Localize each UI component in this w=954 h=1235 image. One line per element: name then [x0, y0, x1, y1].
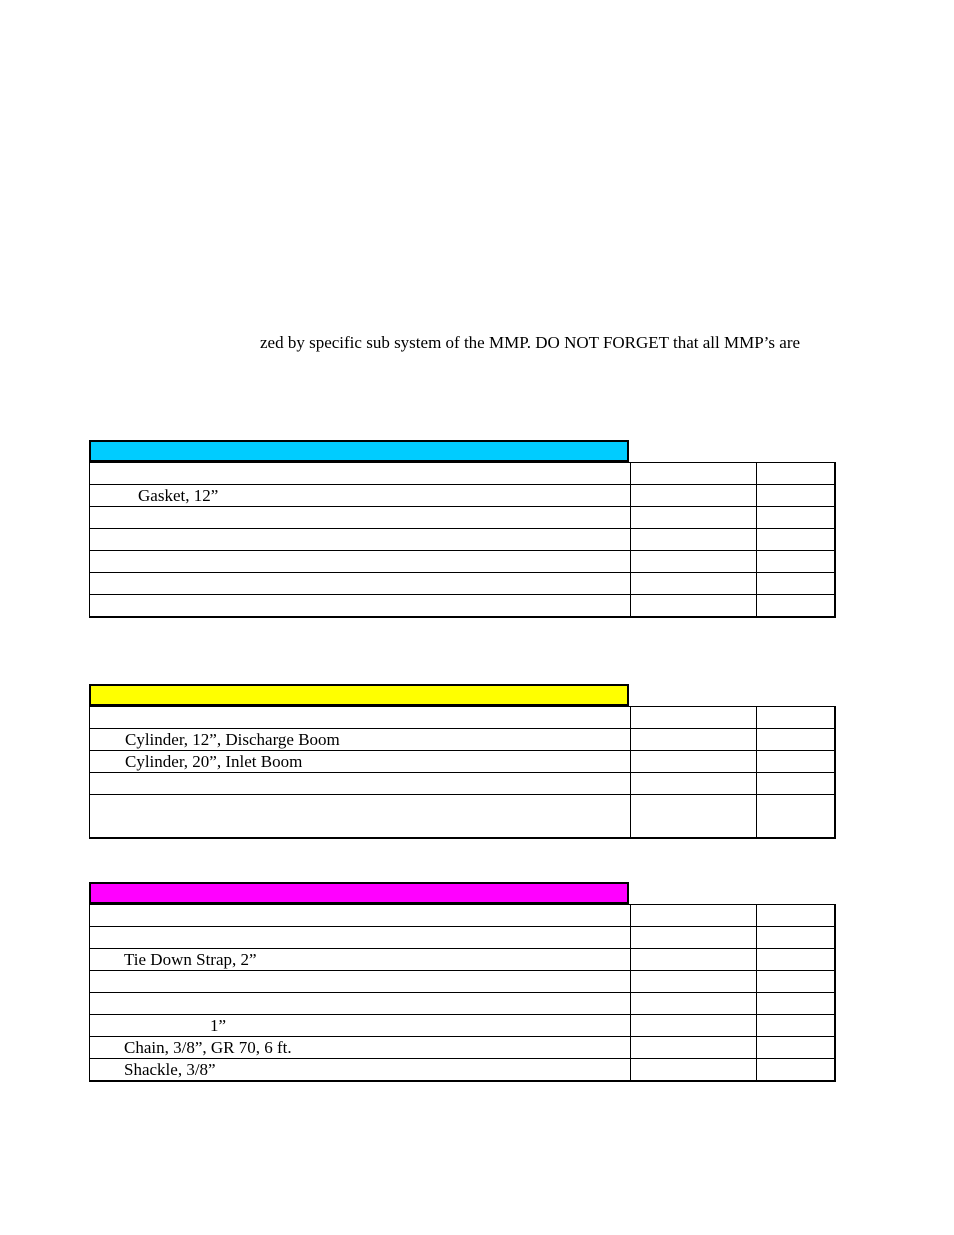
item-cell: [90, 595, 631, 618]
parts-section-3: [89, 882, 834, 1082]
section-3-table: [89, 904, 836, 1082]
table-row: [90, 707, 836, 729]
check-cell: [757, 773, 836, 795]
table-row: [90, 485, 836, 507]
check-cell: [757, 595, 836, 618]
check-cell: [757, 551, 836, 573]
check-cell: [757, 507, 836, 529]
parts-section-1: [89, 440, 834, 618]
table-row: [90, 795, 836, 839]
qty-cell: [631, 573, 757, 595]
item-cell: [90, 927, 631, 949]
section-2-table: [89, 706, 836, 839]
section-2-header-bar: [89, 684, 629, 706]
item-cell: [90, 707, 631, 729]
qty-cell: [631, 993, 757, 1015]
item-cell: [90, 905, 631, 927]
item-cell: Cylinder, 20”, Inlet Boom: [90, 751, 631, 773]
check-cell: [757, 463, 836, 485]
check-cell: [757, 1037, 836, 1059]
check-cell: [757, 729, 836, 751]
table-row: [90, 1059, 836, 1082]
item-cell: [90, 993, 631, 1015]
table-row: [90, 573, 836, 595]
table-row: [90, 751, 836, 773]
qty-cell: [631, 971, 757, 993]
check-cell: [757, 485, 836, 507]
qty-cell: [631, 795, 757, 839]
qty-cell: [631, 529, 757, 551]
intro-paragraph: zed by specific sub system of the MMP. DO NOT FORGET that all MMP’s are: [260, 333, 801, 352]
check-cell: [757, 707, 836, 729]
table-row: [90, 463, 836, 485]
qty-cell: [631, 729, 757, 751]
check-cell: [757, 573, 836, 595]
table-row: [90, 1037, 836, 1059]
table-row: [90, 595, 836, 618]
item-cell: [90, 529, 631, 551]
check-cell: [757, 905, 836, 927]
qty-cell: [631, 595, 757, 618]
qty-cell: [631, 1059, 757, 1082]
qty-cell: [631, 949, 757, 971]
item-cell: Cylinder, 12”, Discharge Boom: [90, 729, 631, 751]
section-3-header-bar: [89, 882, 629, 904]
check-cell: [757, 971, 836, 993]
qty-cell: [631, 1037, 757, 1059]
check-cell: [757, 927, 836, 949]
qty-cell: [631, 551, 757, 573]
item-cell: [90, 507, 631, 529]
qty-cell: [631, 1015, 757, 1037]
item-cell: Shackle, 3/8”: [90, 1059, 631, 1082]
qty-cell: [631, 707, 757, 729]
check-cell: [757, 795, 836, 839]
table-row: [90, 507, 836, 529]
check-cell: [757, 751, 836, 773]
table-row: [90, 905, 836, 927]
item-cell: [90, 795, 631, 839]
table-row: [90, 993, 836, 1015]
item-cell: [90, 463, 631, 485]
item-cell: [90, 573, 631, 595]
table-row: [90, 773, 836, 795]
section-1-header-bar: [89, 440, 629, 462]
table-row: [90, 971, 836, 993]
qty-cell: [631, 751, 757, 773]
check-cell: [757, 993, 836, 1015]
qty-cell: [631, 507, 757, 529]
check-cell: [757, 949, 836, 971]
check-cell: [757, 1015, 836, 1037]
table-row: [90, 729, 836, 751]
item-cell: Gasket, 12”: [90, 485, 631, 507]
check-cell: [757, 529, 836, 551]
qty-cell: [631, 905, 757, 927]
section-1-table: [89, 462, 836, 618]
item-cell: Chain, 3/8”, GR 70, 6 ft.: [90, 1037, 631, 1059]
item-cell: [90, 551, 631, 573]
qty-cell: [631, 463, 757, 485]
qty-cell: [631, 485, 757, 507]
parts-section-2: [89, 684, 834, 839]
check-cell: [757, 1059, 836, 1082]
item-cell: 1”: [90, 1015, 631, 1037]
item-cell: Tie Down Strap, 2”: [90, 949, 631, 971]
qty-cell: [631, 927, 757, 949]
table-row: [90, 927, 836, 949]
qty-cell: [631, 773, 757, 795]
item-cell: [90, 773, 631, 795]
table-row: [90, 529, 836, 551]
table-row: [90, 551, 836, 573]
item-cell: [90, 971, 631, 993]
table-row: [90, 949, 836, 971]
table-row: [90, 1015, 836, 1037]
